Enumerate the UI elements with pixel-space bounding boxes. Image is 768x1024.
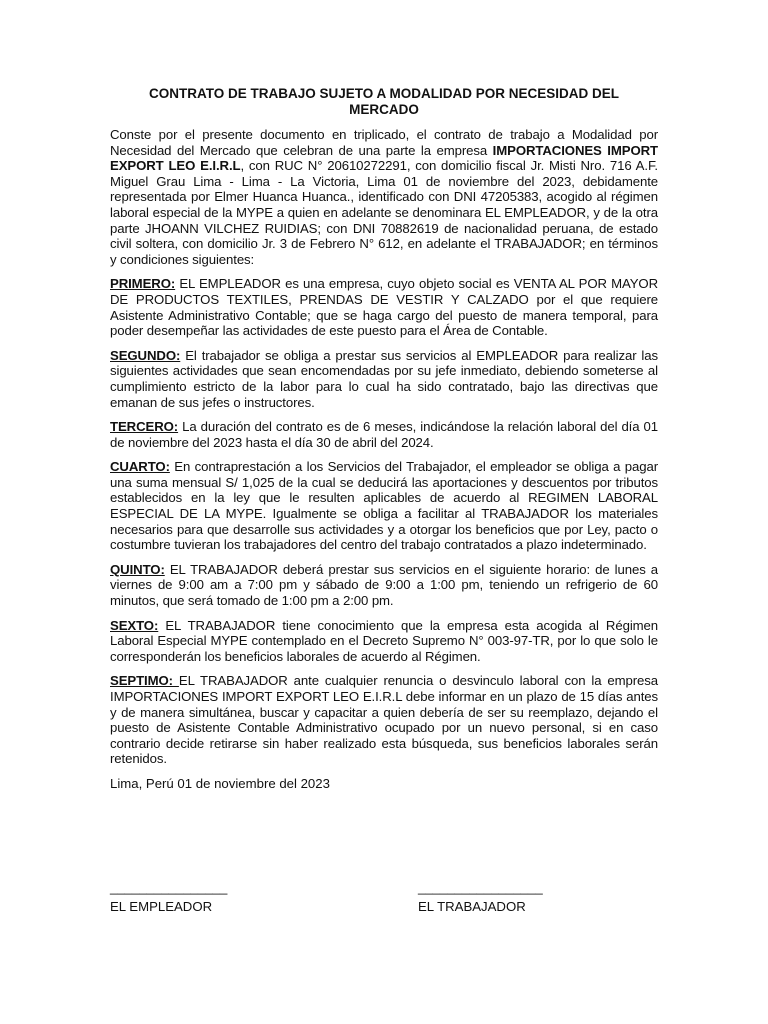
document-title: CONTRATO DE TRABAJO SUJETO A MODALIDAD POR NECESIDAD DEL MERCADO <box>148 86 620 117</box>
clause-text: EL TRABAJADOR ante cualquier renuncia o desvinculo laboral con la empresa <box>178 673 658 689</box>
intro-text-2: , con RUC N° 20610272291, con domicilio fiscal Jr. Misti Nro. 716 A.F. Miguel Grau Lima - Lima - La Victoria, Lima 01 de noviembre del 2023, debidamente representada por Elmer Huanca Huanca., identificado con DNI 47205383, acogido al régimen laboral especial de la MYPE a quien en adelante se denominara EL EMPLEADOR, y de la otra parte JHOANN VILCHEZ RUIDIAS; con DNI 70882619 de nacionalidad peruana, de estado civil soltera, con domicilio Jr. 3 de Febrero N° 612, en adelante el TRABAJADOR; en términos y condiciones siguientes: <box>110 158 658 267</box>
clause-text-bold: debe informar en un plazo de 15 días antes y de manera simultánea, buscar y capacitar a quien debería de ser su reemplazo, dejando el puesto de <box>110 689 659 736</box>
signature-label: EL TRABAJADOR <box>418 899 526 914</box>
employer-signature <box>110 880 227 915</box>
clause-text: La duración del contrato es de 6 meses, indicándose la relación laboral del día 01 de noviembre del 2023 hasta el día 30 de abril del 2024. <box>110 419 658 450</box>
clause-label: QUINTO: <box>110 561 165 577</box>
clause-text: En contraprestación a los Servicios del Trabajador, el empleador se obliga a pagar una suma mensual S/ 1,025 de la cual se deducirá las aportaciones y descuentos por tributos establecidos en la ley que le resulten aplicables de acuerdo al REGIMEN LABORAL ESPECIAL DE LA MYPE. Igualmente se obliga a facilitar al TRABAJADOR los materiales necesarios para que desarrolle sus actividades y a otorgar los beneficios que por Ley, pacto o costumbre tuvieran los trabajadores del centro del trabajo contratados a plazo indeterminado. <box>110 459 658 553</box>
clause-text: EL TRABAJADOR tiene conocimiento que la empresa esta acogida al Régimen Laboral Especial MYPE contemplado en el Decreto Supremo N° 003-97-TR, por lo que solo le corresponderán los beneficios laborales de acuerdo al Régimen. <box>110 617 658 664</box>
clause-tercero <box>110 419 658 450</box>
date-line: Lima, Perú 01 de noviembre del 2023 <box>110 775 330 791</box>
signature-line: _________________ <box>418 880 543 895</box>
clause-septimo <box>110 673 658 767</box>
signature-label: EL EMPLEADOR <box>110 899 213 914</box>
worker-signature <box>418 880 543 915</box>
clause-label: SEXTO: <box>110 617 159 633</box>
company-name: IMPORTACIONES IMPORT EXPORT LEO E.I.R.L <box>110 142 658 174</box>
clause-label: TERCERO: <box>110 419 179 435</box>
intro-text-1: Conste por el presente documento en triplicado, el contrato de trabajo a Modalidad por Necesidad del Mercado que celebran de una parte la empresa <box>110 127 658 158</box>
clause-cuarto <box>110 459 658 553</box>
clause-label: CUARTO: <box>110 459 170 475</box>
clause-segundo <box>110 348 658 410</box>
clause-label: SEGUNDO: <box>110 347 181 363</box>
clause-text: EL EMPLEADOR es una empresa, cuyo objeto social es VENTA AL POR MAYOR DE PRODUCTOS TEXTILES, PRENDAS DE VESTIR Y CALZADO por el que requiere Asistente Administrativo Contable; que se haga cargo del puesto de manera temporal, para poder desempeñar las actividades de este puesto para el Área de Contable. <box>110 276 658 339</box>
clause-text: EL TRABAJADOR deberá prestar sus servicios en el siguiente horario: de lunes a viernes de 9:00 am a 7:00 pm y sábado de 9:00 a 1:00 pm, teniendo un refrigerio de 60 minutos, que será tomado de 1:00 pm a 2:00 pm. <box>110 561 658 609</box>
clause-text: Asistente Contable Administrativo ocupado por un nuevo personal, si en caso contrario decide retirarse sin haber realizado esta búsqueda, sus beneficios laborales serán retenidos. <box>110 720 658 767</box>
clause-label: PRIMERO: <box>110 276 176 292</box>
clause-label: SEPTIMO: <box>110 673 179 689</box>
contract-document <box>110 86 658 805</box>
clause-text: El trabajador se obliga a prestar sus servicios al EMPLEADOR para realizar las siguientes actividades que sean encomendadas por su jefe inmediato, debiendo someterse al cumplimiento estricto de la labor para lo cual ha sido contratado, bajo las directivas que emanan de sus jefes o instructores. <box>110 347 658 410</box>
clause-quinto <box>110 562 658 609</box>
clause-primero <box>110 276 658 338</box>
clause-sexto <box>110 618 658 665</box>
intro-paragraph <box>110 127 658 267</box>
signature-line: ________________ <box>110 880 228 895</box>
clause-text-bold: IMPORTACIONES IMPORT EXPORT LEO E.I.R.L <box>110 689 402 704</box>
